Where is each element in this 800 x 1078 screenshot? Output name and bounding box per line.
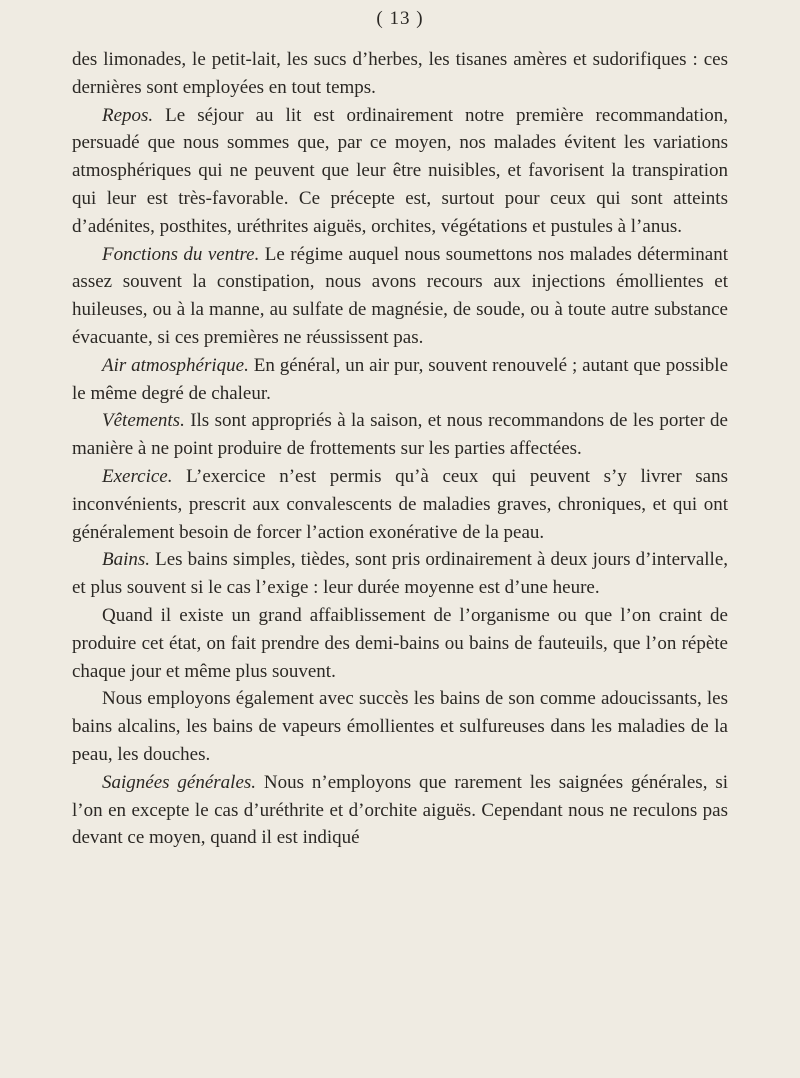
paragraph-continuation xyxy=(72,46,728,102)
paragraph-text: Ils sont appropriés à la saison, et nous recommandons de les porter de manière à ne point produire de frottements sur les parties affectées. xyxy=(72,410,728,460)
paragraph-fonctions-du-ventre xyxy=(72,241,728,352)
paragraph-text: Le régime auquel nous soumettons nos malades déterminant assez souvent la constipation, nous avons recours aux injections émollientes et huileuses, ou à la manne, au sulfate de magnésie, de soude, ou à toute autre substance évacuante, si ces premières ne réussissent pas. xyxy=(72,243,728,348)
section-title: Repos. xyxy=(102,104,154,126)
paragraph-text: Le séjour au lit est ordinairement notre première recommandation, persuadé que nous sommes que, par ce moyen, nos malades évitent les variations atmosphériques qui ne peuvent que leur être nuisibles, et favorisent la transpiration qui leur est très-favorable. Ce précepte est, surtout pour ceux qui sont atteints d’adénites, posthites, uréthrites aiguës, orchites, végétations et pustules à l’anus. xyxy=(72,104,728,237)
body-text xyxy=(72,46,728,852)
paragraph-demi-bains xyxy=(72,602,728,685)
paragraph-text: Nous n’employons que rarement les saignées générales, si l’on en excepte le cas d’uréthrite et d’orchite aiguës. Cependant nous ne reculons pas devant ce moyen, quand il est indiqué xyxy=(72,771,729,849)
paragraph-repos xyxy=(72,102,728,241)
section-title: Exercice. xyxy=(102,465,173,487)
paragraph-text: En général, un air pur, souvent renouvelé ; autant que possible le même degré de chaleur. xyxy=(72,354,728,404)
paragraph-exercice xyxy=(72,463,728,546)
paragraph-text: Les bains simples, tièdes, sont pris ordinairement à deux jours d’intervalle, et plus souvent si le cas l’exige : leur durée moyenne est d’une heure. xyxy=(72,549,728,599)
section-title: Bains. xyxy=(102,549,151,571)
section-title: Air atmosphérique. xyxy=(102,354,249,376)
section-title: Fonctions du ventre. xyxy=(102,243,260,265)
paragraph-text: L’exercice n’est permis qu’à ceux qui peuvent s’y livrer sans inconvénients, prescrit aux convalescents de maladies graves, chroniques, et qui ont généralement besoin de forcer l’action exonérative de la peau. xyxy=(72,465,728,543)
paragraph-saignees xyxy=(72,769,728,852)
section-title: Vêtements. xyxy=(102,410,185,432)
paragraph-air-atmospherique xyxy=(72,352,728,408)
paragraph-vetements xyxy=(72,407,728,463)
section-title: Saignées générales. xyxy=(102,771,257,793)
paragraph-bains xyxy=(72,546,728,602)
paragraph-text: Nous employons également avec succès les bains de son comme adoucissants, les bains alcalins, les bains de vapeurs émollientes et sulfureuses dans les maladies de la peau, les douches. xyxy=(72,688,728,765)
paragraph-bains-de-son xyxy=(72,685,728,768)
paragraph-text: des limonades, le petit-lait, les sucs d’herbes, les tisanes amères et sudorifiques : ces dernières sont employées en tout temps. xyxy=(72,49,728,98)
page-number: ( 13 ) xyxy=(376,8,424,29)
paragraph-text: Quand il existe un grand affaiblissement de l’organisme ou que l’on craint de produire cet état, on fait prendre des demi-bains ou bains de fauteuils, que l’on répète chaque jour et même plus souvent. xyxy=(72,604,728,682)
